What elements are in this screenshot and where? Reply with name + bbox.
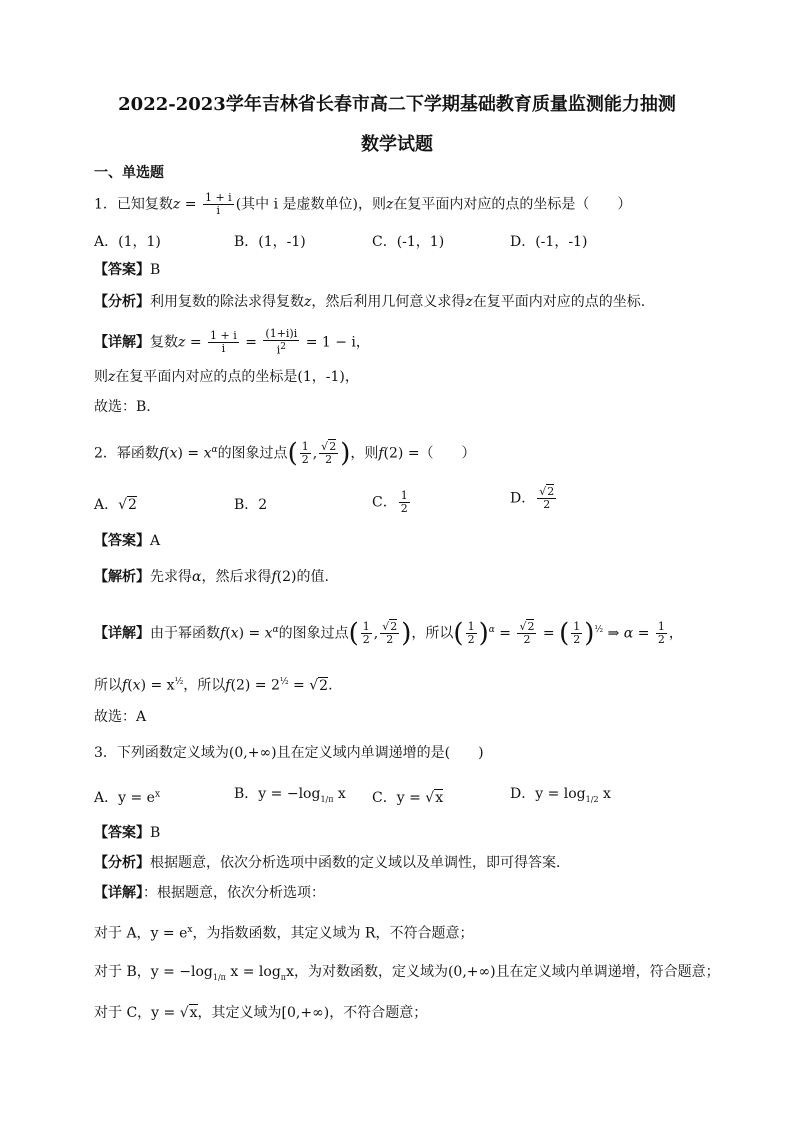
paper-subtitle: 数学试题 — [361, 134, 433, 155]
q2-option-d: D． $\frac{√2}{2}$ — [510, 485, 555, 511]
q3-answer: 【答案】B — [94, 825, 161, 841]
q1-option-b: B．(1，-1) — [234, 234, 306, 250]
q1-answer: 【答案】B — [94, 262, 161, 278]
q3-stem: 3．下列函数定义域为(0,+∞)且在定义域内单调递增的是( ) — [94, 745, 484, 761]
paper-title: 2022-2023学年吉林省长春市高二下学期基础教育质量监测能力抽测 — [118, 94, 676, 115]
q1-option-a: A．(1，1) — [94, 234, 161, 250]
q1-detail-2: 则z在复平面内对应的点的坐标是(1，-1)， — [94, 369, 359, 385]
section-heading: 一、单选题 — [94, 165, 164, 181]
q3-option-c: C．y = √x — [372, 790, 444, 806]
q3-analysis: 【分析】根据题意，依次分析选项中函数的定义域以及单调性，即可得答案． — [94, 855, 570, 871]
q3-detail-a: 对于 A，$y = e^x$，为指数函数，其定义域为 R，不符合题意； — [94, 925, 474, 942]
q2-option-b: B．2 — [234, 497, 268, 513]
q3-detail: 【详解】：根据题意，依次分析选项： — [94, 885, 325, 901]
q1-option-d: D．(-1，-1) — [510, 234, 588, 250]
q3-detail-b: 对于 B，$y = -\log_{1/\pi}$ $x = \log_\pi x$，为对数函数，定义域为(0,+∞)且在定义域内单调递增，符合题意； — [94, 964, 720, 982]
q1-analysis: 【分析】利用复数的除法求得复数z，然后利用几何意义求得z在复平面内对应的点的坐标. — [94, 294, 646, 310]
q1-detail: 【详解】复数z = $\frac{1 + i}{i}$ = $\frac{(1+i)i}{i^2}$ = 1 − i， — [94, 327, 370, 357]
q1-option-c: C．(-1，1) — [372, 234, 445, 250]
q3-detail-c: 对于 C，y = √x，其定义域为[0,+∞)，不符合题意； — [94, 1005, 428, 1021]
q2-detail-2: 所以$f(x) = x^{\frac{1}{2}}$，所以$f(2) = 2^{\frac{1}{2}} = √2$. — [94, 677, 333, 694]
q3-option-d: D．$y = \log_{1/2} x$ — [510, 786, 611, 804]
q1-choose: 故选：B. — [94, 399, 151, 415]
q2-choose: 故选：A — [94, 709, 147, 725]
q1-stem: 1．已知复数z = $\frac{1 + i}{i}$ (其中 i 是虚数单位)，则z在复平面内对应的点的坐标是（ ） — [94, 191, 632, 217]
q3-option-b: B．$y = -\log_{1/\pi}$ x — [234, 786, 346, 804]
q2-detail: 【详解】由于幂函数$f(x) = x^\alpha$的图象过点( $\frac{1}{2}$ , $\frac{√2}{2}$ )，所以( $\frac{1}{2}$ )$^\alpha$ = $\frac{√2}{2}$ = ( $\frac{1}{2}$ )$^{\frac{1}{2}}$ ⇒ α = $\frac{1}{2}$ ， — [94, 618, 683, 649]
q2-option-a: A．√2 — [94, 497, 137, 513]
q2-answer: 【答案】A — [94, 533, 161, 549]
q3-option-a: A．$y = e^x$ — [94, 789, 161, 806]
q2-option-c: C． $\frac{1}{2}$ — [372, 489, 408, 515]
q2-stem: 2．幂函数$f(x) = x^\alpha$的图象过点( $\frac{1}{2}$ , $\frac{√2}{2}$ )，则f(2) =（ ） — [94, 438, 476, 469]
q2-analysis: 【解析】先求得α，然后求得f(2)的值. — [94, 569, 329, 585]
